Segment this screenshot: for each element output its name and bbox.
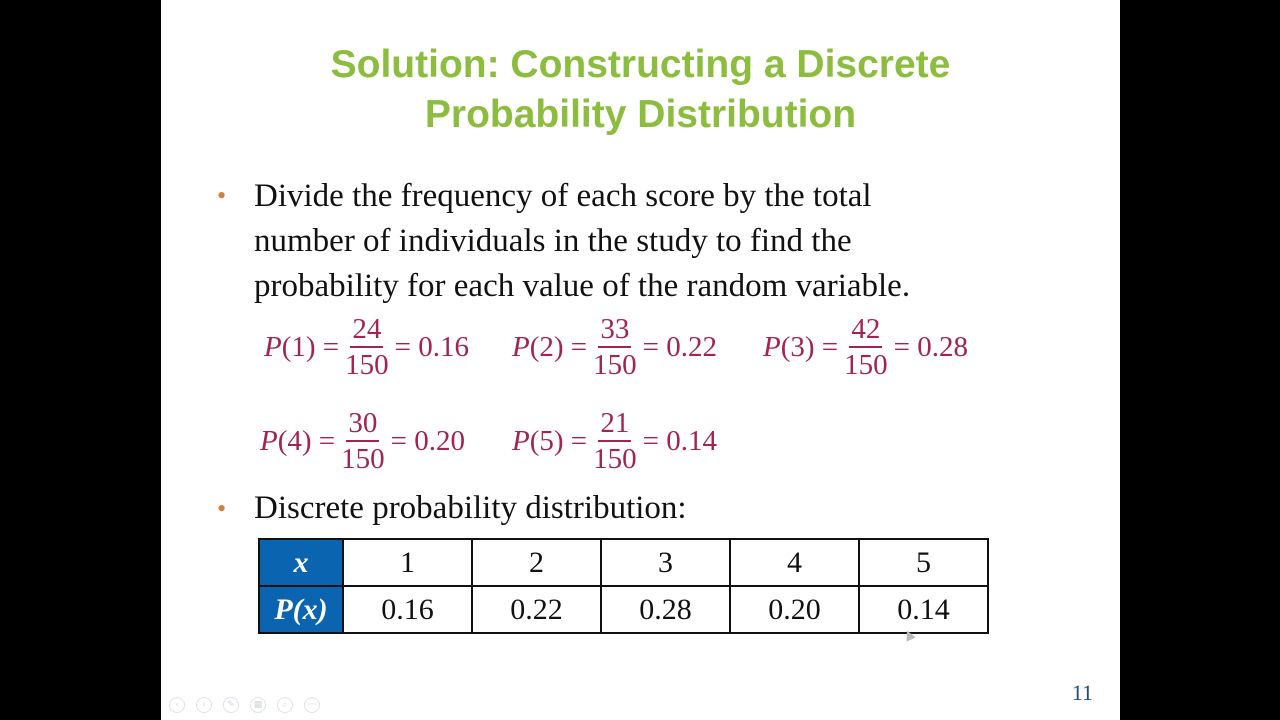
eq-result: 0.16 (418, 330, 470, 363)
more-icon[interactable]: ⋯ (304, 697, 320, 713)
distribution-table (258, 538, 989, 634)
eq-denominator: 150 (341, 443, 385, 475)
eq-arg: 3 (790, 330, 805, 363)
eq-arg: 5 (539, 424, 554, 457)
bullet-marker-2: • (217, 494, 227, 523)
eq-result: 0.28 (917, 330, 969, 363)
title-line-1: Solution: Constructing a Discrete (330, 43, 951, 86)
bullet-1-line-1: Divide the frequency of each score by the total (254, 178, 872, 214)
slide-title (161, 40, 1120, 140)
eq-arg: 2 (539, 330, 554, 363)
x-value: 1 (343, 539, 472, 586)
x-value: 3 (601, 539, 730, 586)
eq-result: 0.20 (414, 424, 466, 457)
bullet-1-line-3: probability for each value of the random variable. (254, 268, 911, 304)
slide (161, 0, 1120, 720)
title-line-2: Probability Distribution (424, 93, 857, 136)
next-icon[interactable]: › (196, 697, 212, 713)
bullet-1-line-2: number of individuals in the study to find the (254, 223, 852, 259)
table-row-x (259, 539, 988, 586)
eq-result: 0.14 (666, 424, 718, 457)
x-value: 2 (472, 539, 601, 586)
eq-numerator: 30 (346, 406, 379, 442)
px-value: 0.14 (859, 586, 988, 633)
eq-denominator: 150 (593, 349, 637, 381)
eq-denominator: 150 (844, 349, 888, 381)
page-number: 11 (1071, 680, 1093, 705)
eq-numerator: 42 (849, 312, 882, 348)
x-value: 4 (730, 539, 859, 586)
equation-p1: P(1) = $\frac{24}{150}$ = 0.16 (264, 313, 470, 381)
px-header: P(x) (259, 586, 343, 633)
eq-numerator: 24 (350, 312, 383, 348)
equation-p4: P(4) = $\frac{30}{150}$ = 0.20 (260, 407, 466, 475)
eq-arg: 1 (291, 330, 306, 363)
equation-p2: P(2) = $\frac{33}{150}$ = 0.22 (512, 313, 718, 381)
bullet-text-2: Discrete probability distribution: (254, 490, 687, 526)
slides-icon[interactable]: ▦ (250, 697, 266, 713)
px-value: 0.20 (730, 586, 859, 633)
bullet-marker-1: • (217, 181, 227, 210)
px-value: 0.16 (343, 586, 472, 633)
eq-result: 0.22 (666, 330, 718, 363)
px-value: 0.28 (601, 586, 730, 633)
presentation-controls (169, 697, 320, 713)
pen-icon[interactable]: ✎ (223, 697, 239, 713)
eq-denominator: 150 (345, 349, 389, 381)
bullet-text-1 (254, 174, 910, 309)
eq-denominator: 150 (593, 443, 637, 475)
x-value: 5 (859, 539, 988, 586)
px-value: 0.22 (472, 586, 601, 633)
equation-p5: P(5) = $\frac{21}{150}$ = 0.14 (512, 407, 718, 475)
eq-arg: 4 (287, 424, 302, 457)
table-row-px (259, 586, 988, 633)
zoom-icon[interactable]: ⌕ (277, 697, 293, 713)
equation-p3: P(3) = $\frac{42}{150}$ = 0.28 (763, 313, 969, 381)
eq-numerator: 21 (598, 406, 631, 442)
eq-numerator: 33 (598, 312, 631, 348)
prev-icon[interactable]: ‹ (169, 697, 185, 713)
x-header: x (259, 539, 343, 586)
